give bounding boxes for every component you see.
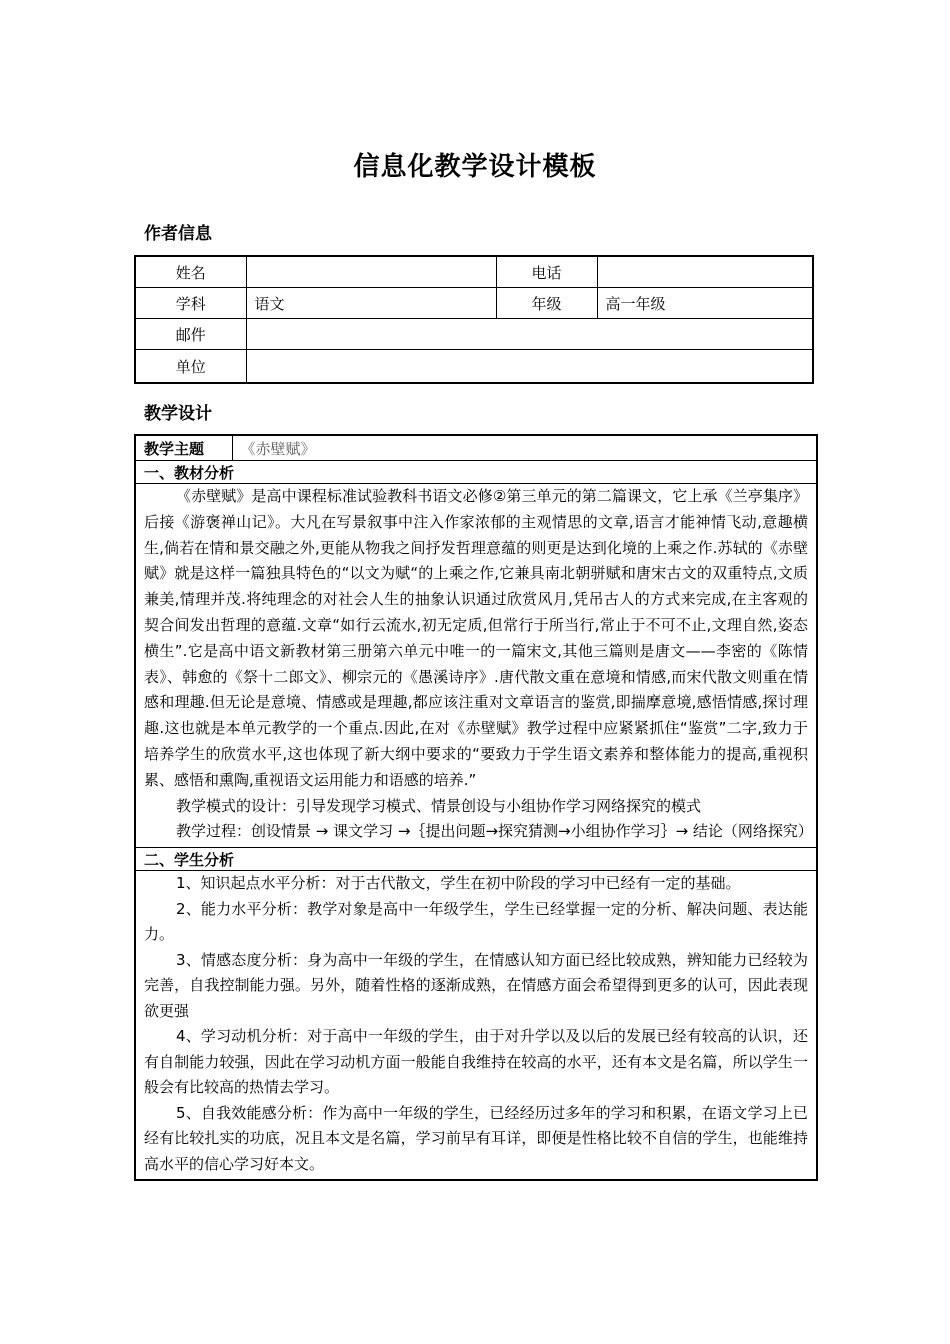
student-paragraph: 5、自我效能感分析：作为高中一年级的学生，已经经历过多年的学习和积累，在语文学习上已经有比较扎实的功底，况且本文是名篇，学习前早有耳详，即便是性格比较不自信的学生，也能维持高水平的信心学习好本文。 [144, 1103, 808, 1173]
grade-value: 高一年级 [597, 288, 813, 319]
theme-value: 《赤壁赋》 [232, 435, 817, 461]
unit-label: 单位 [135, 350, 246, 384]
material-analysis-body [135, 484, 817, 848]
teaching-design-table [134, 434, 818, 1181]
subject-label: 学科 [135, 288, 246, 319]
student-analysis-title: 二、学生分析 [135, 848, 817, 871]
email-label: 邮件 [135, 319, 246, 350]
material-analysis-title: 一、教材分析 [135, 461, 817, 484]
grade-label: 年级 [496, 288, 597, 319]
table-row [135, 848, 817, 871]
teaching-design-heading: 教学设计 [144, 404, 212, 424]
table-row [135, 256, 813, 288]
table-row [135, 871, 817, 1181]
theme-label: 教学主题 [135, 435, 232, 461]
unit-value [246, 350, 813, 384]
table-row [135, 484, 817, 848]
table-row [135, 319, 813, 350]
author-info-table [134, 255, 814, 384]
student-paragraph: 2、能力水平分析：教学对象是高中一年级学生，学生已经掌握一定的分析、解决问题、表达能力。 [144, 899, 808, 944]
email-value [246, 319, 813, 350]
student-paragraph: 4、学习动机分析：对于高中一年级的学生，由于对升学以及以后的发展已经有较高的认识，还有自制能力较强，因此在学习动机方面一般能自我维持在较高的水平，还有本文是名篇，所以学生一般会有比较高的热情去学习。 [144, 1027, 808, 1097]
name-label: 姓名 [135, 256, 246, 288]
student-paragraph: 1、知识起点水平分析：对于古代散文，学生在初中阶段的学习中已经有一定的基础。 [176, 874, 741, 893]
name-value [246, 256, 496, 288]
material-paragraph: 教学模式的设计：引导发现学习模式、情景创设与小组协作学习网络探究的模式 [176, 796, 702, 815]
author-info-heading: 作者信息 [144, 224, 212, 244]
student-paragraph: 3、情感态度分析：身为高中一年级的学生，在情感认知方面已经比较成熟，辨知能力已经较为完善，自我控制能力强。另外，随着性格的逐渐成熟，在情感方面会希望得到更多的认可，因此表现欲更强 [144, 950, 808, 1020]
phone-value [597, 256, 813, 288]
material-paragraph: 《赤壁赋》是高中课程标准试验教科书语文必修②第三单元的第二篇课文，它上承《兰亭集序》后接《游褒禅山记》。大凡在写景叙事中注入作家浓郁的主观情思的文章,语言才能神情飞动,意趣横生,倘若在情和景交融之外,更能从物我之间抒发哲理意蕴的则更是达到化境的上乘之作.苏轼的《赤壁赋》就是这样一篇独具特色的“以文为赋“的上乘之作,它兼具南北朝骈赋和唐宋古文的双重特点,文质兼美,情理并茂.将纯理念的对社会人生的抽象认识通过欣赏风月,凭吊古人的方式来完成,在主客观的契合间发出哲理的意蕴.文章“如行云流水,初无定质,但常行于所当行,常止于不可不止,文理自然,姿态横生”.它是高中语文新教材第三册第六单元中唯一的一篇宋文,其他三篇则是唐文——李密的《陈情表》、韩愈的《祭十二郎文》、柳宗元的《愚溪诗序》.唐代散文重在意境和情感,而宋代散文则重在情感和理趣.但无论是意境、情感或是理趣,都应该注重对文章语言的鉴赏,即揣摩意境,感悟情感,探讨理趣.这也就是本单元教学的一个重点.因此,在对《赤壁赋》教学过程中应紧紧抓住“鉴赏”二字,致力于培养学生的欣赏水平,这也体现了新大纲中要求的“要致力于学生语文素养和整体能力的提高,重视积累、感悟和熏陶,重视语文运用能力和语感的培养.” [144, 487, 808, 789]
table-row [135, 350, 813, 384]
subject-value: 语文 [246, 288, 496, 319]
table-row [135, 435, 817, 461]
page-title: 信息化教学设计模板 [353, 152, 597, 182]
table-row [135, 461, 817, 484]
material-paragraph: 教学过程：创设情景 → 课文学习 →｛提出问题→探究猜测→小组协作学习｝→ 结论（网络探究） [176, 822, 813, 841]
student-analysis-body [135, 871, 817, 1181]
table-row [135, 288, 813, 319]
phone-label: 电话 [496, 256, 597, 288]
